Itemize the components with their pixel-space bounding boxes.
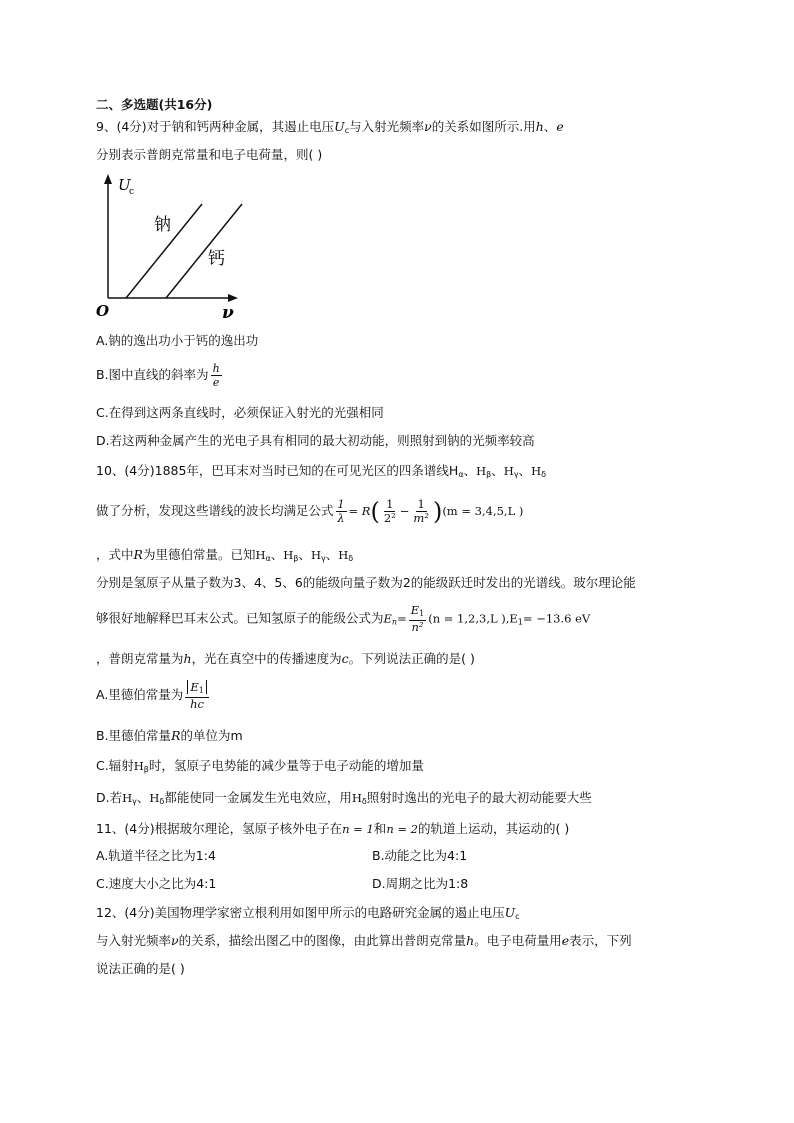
q12-stem-line1: 12、(4分)美国物理学家密立根利用如图甲所示的电路研究金属的遏止电压$U_c$	[96, 905, 520, 921]
sodium-label: 钠	[154, 215, 171, 235]
y-axis-label: U	[118, 176, 131, 194]
q10-stem-line2: 做了分析，发现这些谱线的波长均满足公式 $\frac{1}{\lambda}$ = R( $\frac{1}{\text{2²}}$ − $\frac{1}{\text{m²}}$ )(m = 3,4,5,L )	[96, 497, 524, 526]
q9-option-a[interactable]: A.钠的逸出功小于钙的逸出功	[96, 333, 259, 348]
fraction-e1-over-hc: $\frac{E_1}{hc}$	[185, 681, 209, 711]
q9-option-b[interactable]: B.图中直线的斜率为 $\frac{h}{e}$	[96, 362, 220, 389]
q11-stem: 11、(4分)根据玻尔理论，氢原子核外电子在n = 1和n = 2的轨道上运动，其运动的( )	[96, 821, 570, 836]
section-title: 二、多选题(共16分)	[96, 97, 213, 112]
q9-graph	[96, 172, 256, 322]
origin-label: O	[96, 302, 110, 320]
q9-stem-line2: 分别表示普朗克常量和电子电荷量，则( )	[96, 147, 323, 162]
q10-option-c[interactable]: C.辐射$H_\beta$时，氢原子电势能的减少量等于电子动能的增加量	[96, 758, 424, 774]
q9-option-c[interactable]: C.在得到这两条直线时，必须保证入射光的光强相同	[96, 405, 384, 420]
q11-option-c[interactable]: C.速度大小之比为4:1	[96, 876, 217, 891]
q11-option-b[interactable]: B.动能之比为4:1	[372, 848, 468, 863]
q11-option-a[interactable]: A.轨道半径之比为1:4	[96, 848, 216, 863]
q10-option-a[interactable]: A.里德伯常量为 $\frac{E_1}{hc}$	[96, 678, 211, 712]
fraction-one-over-lambda: $\frac{1}{\lambda}$	[337, 498, 345, 525]
q10-stem-line5: 够很好地解释巴耳末公式。已知氢原子的能级公式为$E_n=$ $\frac{E_1}{\text{n²}}$ (n = 1,2,3,L )$,E_1= -13.6$ eV	[96, 603, 591, 634]
y-axis	[104, 174, 112, 298]
fraction-one-over-m-squared: $\frac{1}{\text{m²}}$	[413, 497, 429, 525]
y-axis-label-sub: c	[129, 187, 135, 197]
q10-option-d[interactable]: D.若$H_\gamma$、$H_\delta$都能使同一金属发生光电效应，用$H_\delta$照射时逸出的光电子的最大初动能要大些	[96, 790, 592, 806]
q11-option-d[interactable]: D.周期之比为1:8	[372, 876, 469, 891]
q10-stem-line1: 10、(4分)1885年，巴耳末对当时已知的在可见光区的四条谱线$H_\alpha$、$H_\beta$、$H_\gamma$、$H_\delta$	[96, 463, 546, 479]
q12-stem-line3: 说法正确的是( )	[96, 961, 185, 976]
q9-stem-line1: 9、(4分)对于钠和钙两种金属，其遏止电压$U_c$与入射光频率ν的关系如图所示.用h、e	[96, 119, 564, 135]
q9-option-d[interactable]: D.若这两种金属产生的光电子具有相同的最大初动能，则照射到钠的光频率较高	[96, 433, 535, 448]
fraction-h-over-e: $\frac{h}{e}$	[212, 362, 220, 389]
calcium-label: 钙	[208, 249, 225, 269]
q10-stem-line3: ，式中R为里德伯常量。已知$H_\alpha$、$H_\beta$、$H_\gamma$、$H_\delta$	[96, 547, 354, 563]
line-calcium	[166, 204, 242, 298]
q10-option-b[interactable]: B.里德伯常量R的单位为m	[96, 728, 243, 743]
fraction-one-over-two-squared: $\frac{1}{\text{2²}}$	[383, 497, 396, 525]
fraction-e1-over-n-squared: $\frac{E_1}{\text{n²}}$	[410, 603, 425, 634]
q10-stem-line4: 分别是氢原子从量子数为3、4、5、6的能级向量子数为2的能级跃迁时发出的光谱线。玻尔理论能	[96, 575, 636, 590]
q12-stem-line2: 与入射光频率ν的关系，描绘出图乙中的图像，由此算出普朗克常量h。电子电荷量用e表示，下列	[96, 933, 632, 948]
x-axis-label: ν	[222, 303, 234, 322]
q10-stem-line6: ，普朗克常量为h，光在真空中的传播速度为c。下列说法正确的是( )	[96, 651, 475, 666]
